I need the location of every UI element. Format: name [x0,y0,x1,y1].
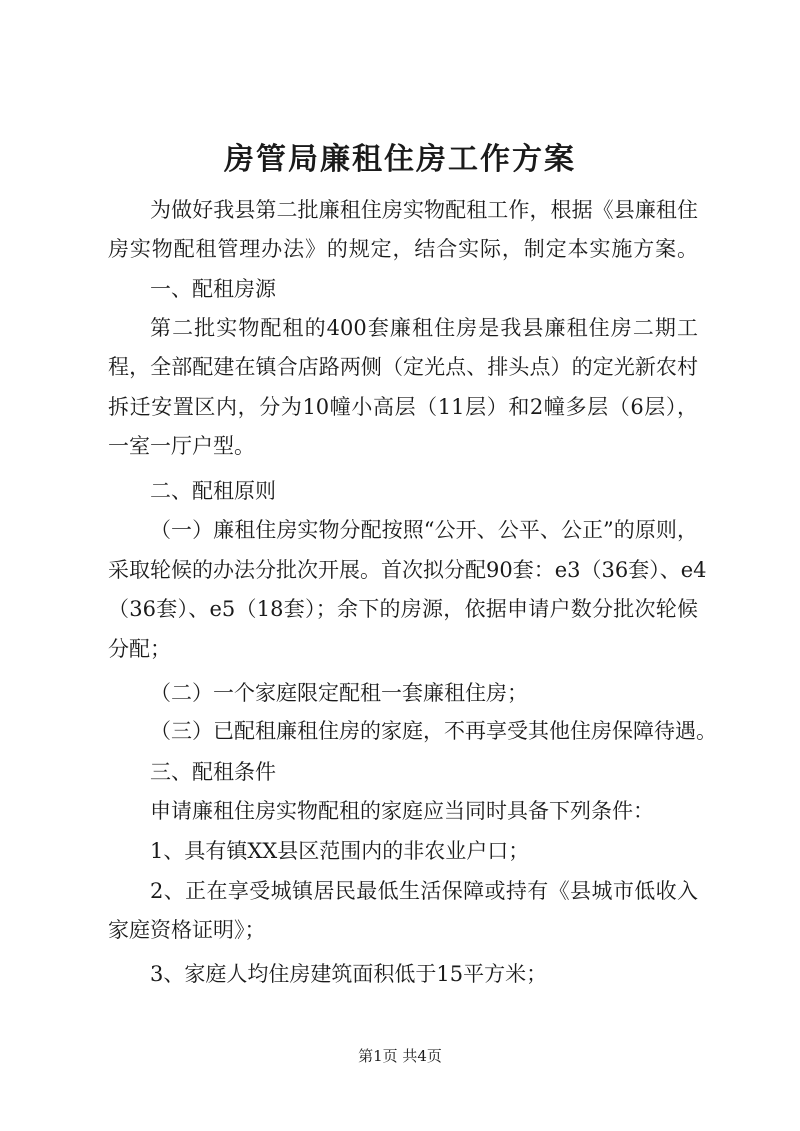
paragraph-line: 房实物配租管理办法》的规定，结合实际，制定本实施方案。 [108,237,698,261]
section-heading: 一、配租房源 [150,277,276,301]
document-title: 房管局廉租住房工作方案 [224,142,576,177]
paragraph-line: 第二批实物配租的400套廉租住房是我县廉租住房二期工 [150,316,698,340]
list-item: 2、正在享受城镇居民最低生活保障或持有《县城市低收入 [150,879,698,903]
paragraph-line: 程，全部配建在镇合店路两侧（定光点、排头点）的定光新农村 [108,355,698,379]
paragraph-line: 家庭资格证明》； [108,918,266,942]
page-number: 第1页 共4页 [358,1047,442,1065]
paragraph-line: 采取轮候的办法分批次开展。首次拟分配90套：e3（36套）、e4 [108,558,707,582]
paragraph-line: 一室一厅户型。 [108,434,255,458]
section-heading: 三、配租条件 [150,760,276,784]
paragraph-line: （36套）、e5（18套）；余下的房源，依据申请户数分批次轮候 [108,597,698,621]
list-item: 1、具有镇XX县区范围内的非农业户口； [150,839,530,863]
paragraph-line: （二）一个家庭限定配租一套廉租住房； [150,681,528,705]
section-heading: 二、配租原则 [150,479,276,503]
paragraph-line: （一）廉租住房实物分配按照“公开、公平、公正”的原则， [150,518,698,542]
paragraph-line: 为做好我县第二批廉租住房实物配租工作，根据《县廉租住 [150,198,698,222]
paragraph-line: （三）已配租廉租住房的家庭，不再享受其他住房保障待遇。 [150,719,717,743]
paragraph-line: 拆迁安置区内，分为10幢小高层（11层）和2幢多层（6层）， [108,395,698,419]
paragraph-line: 申请廉租住房实物配租的家庭应当同时具备下列条件： [150,799,654,823]
list-item: 3、家庭人均住房建筑面积低于15平方米； [150,962,548,986]
paragraph-line: 分配； [108,637,171,661]
